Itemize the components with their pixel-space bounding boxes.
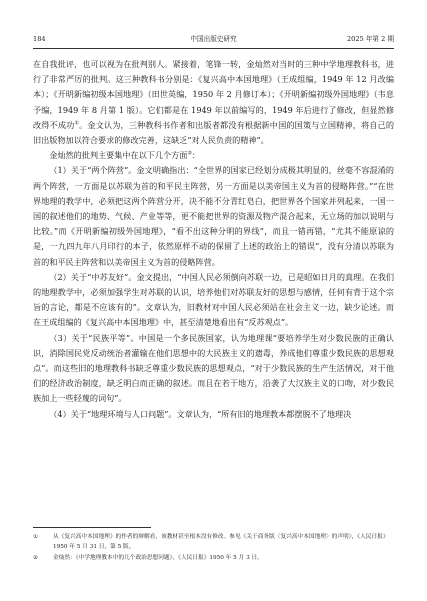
article-body [33, 57, 394, 422]
paragraph-text: 金灿然的批判主要集中在以下几个方面 [49, 150, 188, 161]
issue-label: 2025 年第 2 期 [346, 35, 394, 43]
footnote-mark: ① [33, 534, 39, 540]
footnote-mark: ② [33, 555, 39, 561]
paragraph [33, 57, 394, 148]
paragraph: （4）关于“地理环境与人口问题”。文章认为，“所有旧的地理教本都摆脱不了地理决 [49, 408, 352, 419]
footnote-text: 金灿然：《中学地理教本中的几个政治思想问题》，《人民日报》1950 年 5 月 3 日。 [53, 555, 263, 561]
footnote-text: 从《复兴高中本国地理》的作者的辩解看，该教材甚至根本没有修改。参见《关于商务版〈复兴高中本国地理〉的声明》，《人民日报》1950 年 5 月 31 日，第 5 版。 [53, 534, 389, 550]
paragraph [33, 148, 394, 163]
footnote-divider [33, 527, 151, 528]
footnote [33, 533, 394, 552]
footnotes [33, 533, 394, 566]
page-number: 184 [33, 35, 46, 43]
paragraph-text: ： [191, 150, 201, 161]
footnote-ref[interactable]: ② [187, 150, 192, 157]
paragraph: （2）关于“中苏友好”。金文提出，“中国人民必须倒向苏联一边，已是昭如日月的真理。在我们的地理教学中，必须加强学生对苏联的认识，培养他们对苏联友好的思想与感情，任何有背于这个宗旨的言论，都是不应该有的”。文章认为，旧教材对中国人民必须站在社会主义一边，缺少论述。而在王成组编的《复兴高中本国地理》中，甚至清楚地看出有“反苏观点”。 [33, 271, 394, 328]
paragraph-text: 在自我批评，也可以视为在批判别人。紧接着，笔锋一转，金灿然对当时的三种中学地理教科书，进行了非常严厉的批判。这三种教科书分别是：《复兴高中本国地理》（王成组编，1949 年 12 月改编本）；《开明新编初级本国地理》（田世英编，1950 年 2 月修订本）；《开明新编初级外国地理》（韦息予编，1949 年 8 月第 1 版）。它们都是在 1949 年以前编写的，1949 年后进行了修改，但显然修改得不成功 [33, 59, 394, 130]
paragraph-text: 。金文认为，三种教科书作者和出版者都没有根据新中国的国策与立国精神，将自己的旧出版物加以符合要求的修改完善，这缺乏“对人民负责的精神”。 [33, 119, 394, 146]
running-header [33, 34, 394, 49]
footnote [33, 554, 394, 564]
footnote-ref[interactable]: ① [74, 120, 80, 127]
paragraph: （3）关于“民族平等”。中国是一个多民族国家，认为地理课“要培养学生对少数民族的正确认识，消除国民党反动统治者灌输在他们思想中的大民族主义的遗毒，养成他们尊重少数民族的思想观点”。而这些旧的地理教科书缺乏尊重少数民族的思想观点，“对于少数民族的生产生活情况，对于他们的经济政治制度，缺乏明白而正确的叙述。而且在若干地方，沿袭了大汉族主义的口吻，对少数民族加上一些轻蔑的词句”。 [33, 332, 394, 404]
paragraph: （1）关于“两个阵营”。金文明确指出：“全世界的国家已经划分成极其明显的，丝毫不容混淆的两个阵营，一方面是以苏联为首的和平民主阵营，另一方面是以美帝国主义为首的侵略阵营。”“在世界地理的教学中，必须把这两个阵营分开，决不能不分青红皂白，把世界各个国家并列起来，一国一国的叙述他们的地势、气候、产业等等，更不能把世界的资源及物产混合起来，无立场的加以说明与比较。”而《开明新编初级外国地理》，“看不出这种分明的界线”，而且一错再错，“尤其不能原谅的是，一九四九年八月印行的本子，依然原样不动的保留了上述的政治上的错误”，没有分清以苏联为首的和平民主阵营和以美帝国主义为首的侵略阵营。 [33, 165, 394, 267]
journal-title: 中国出版史研究 [190, 35, 237, 43]
